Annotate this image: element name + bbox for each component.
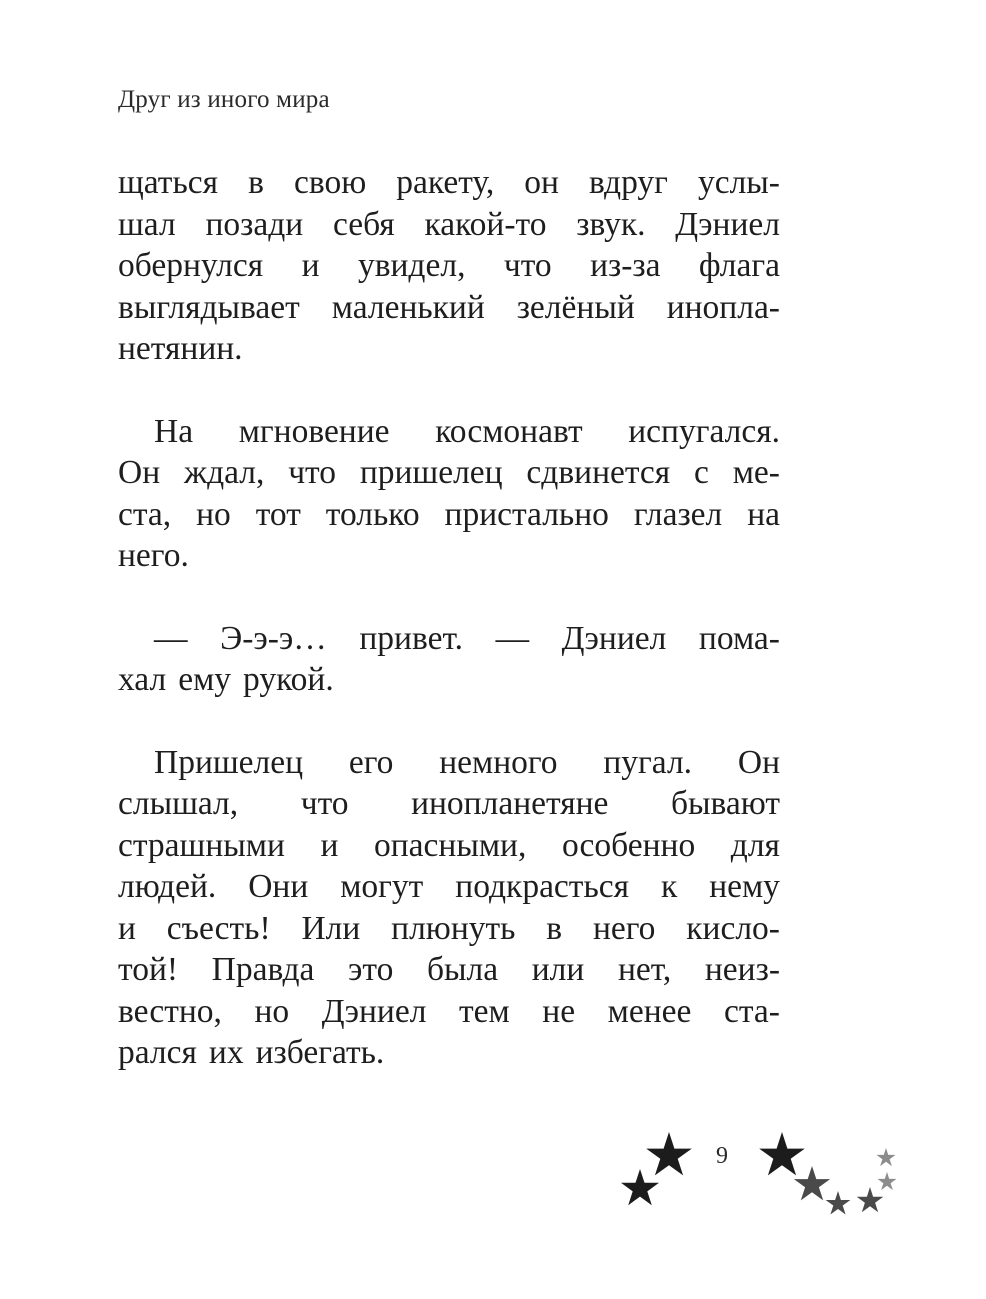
word: ждал,: [183, 454, 265, 491]
word: пома-: [698, 619, 780, 657]
word: на: [747, 495, 780, 533]
word: но: [254, 992, 290, 1030]
word: маленький: [331, 288, 485, 326]
word: и: [118, 909, 136, 947]
word: в: [248, 164, 264, 201]
word: и: [320, 826, 339, 864]
word: Дэниел: [675, 205, 780, 243]
word: опасными,: [374, 826, 527, 864]
word: ме-: [732, 454, 780, 491]
word: он: [524, 164, 559, 201]
word: глазел: [633, 495, 723, 533]
star-icon: [878, 1172, 897, 1190]
word: пугал.: [603, 743, 693, 781]
word: из-за: [590, 247, 661, 284]
word: только: [325, 495, 420, 533]
word: кисло-: [686, 909, 780, 947]
word: звук.: [576, 205, 646, 243]
word: что: [503, 247, 552, 284]
word: космонавт: [435, 412, 583, 450]
word: особенно: [561, 826, 696, 864]
word: что: [288, 454, 336, 491]
word: плюнуть: [391, 909, 516, 947]
word: страшными: [118, 826, 285, 864]
word: менее: [607, 992, 692, 1030]
word: мгновение: [238, 412, 390, 450]
word: испугался.: [628, 412, 780, 450]
word: рукой.: [243, 661, 334, 698]
word: их: [208, 1034, 244, 1071]
word: ему: [178, 661, 232, 698]
word: избегать.: [255, 1034, 385, 1071]
word: него.: [118, 537, 189, 574]
star-icon: [794, 1166, 830, 1200]
star-icon: [621, 1169, 659, 1205]
word: могут: [340, 868, 424, 905]
word: Правда: [211, 951, 315, 988]
word: какой-то: [424, 205, 547, 243]
word: —: [495, 619, 530, 657]
word: шал: [118, 205, 176, 243]
word: съесть!: [166, 909, 271, 947]
word: неиз-: [704, 951, 780, 988]
word: для: [730, 826, 780, 864]
word: флага: [698, 247, 780, 284]
word: Пришелец: [154, 743, 304, 781]
word: Дэниел: [561, 619, 667, 657]
word: к: [660, 868, 678, 905]
page-number: 9: [716, 1143, 728, 1169]
word: Они: [248, 868, 309, 905]
word: вдруг: [589, 164, 668, 201]
word: позади: [205, 205, 304, 243]
word: людей.: [118, 868, 217, 905]
word: тем: [458, 992, 510, 1030]
word: слышал,: [118, 785, 239, 822]
star-icon: [857, 1187, 884, 1212]
word: инопланетяне: [411, 785, 609, 822]
word: услы-: [697, 164, 780, 201]
word: была: [426, 951, 499, 988]
word: свою: [293, 164, 367, 201]
word: него: [592, 909, 656, 947]
star-icon: [877, 1148, 896, 1166]
word: зелёный: [516, 288, 635, 326]
word: подкрасться: [455, 868, 629, 905]
word: привет.: [359, 619, 463, 657]
word: Дэниел: [321, 992, 427, 1030]
word: вестно,: [118, 992, 222, 1030]
word: ракету,: [396, 164, 495, 201]
word: —: [154, 619, 188, 657]
star-icon: [646, 1132, 692, 1175]
word: или: [531, 951, 585, 988]
word: рался: [118, 1034, 197, 1071]
word: с: [694, 454, 709, 491]
word: Э-э-э…: [220, 619, 327, 657]
word: инопла-: [666, 288, 780, 326]
word: нему: [709, 868, 780, 905]
word: это: [348, 951, 394, 988]
word: тот: [255, 495, 301, 533]
word: что: [300, 785, 349, 822]
word: себя: [332, 205, 395, 243]
word: ста,: [118, 495, 172, 533]
word: но: [196, 495, 231, 533]
star-icon: [759, 1132, 805, 1175]
word: Он: [118, 454, 161, 491]
word: нет,: [617, 951, 672, 988]
word: Он: [737, 743, 780, 781]
word: немного: [439, 743, 558, 781]
word: и: [301, 247, 320, 284]
word: нетянин.: [118, 330, 243, 367]
word: увидел,: [357, 247, 466, 284]
word: в: [546, 909, 563, 947]
word: обернулся: [118, 247, 264, 284]
star-icon: [826, 1191, 851, 1215]
word: выглядывает: [118, 288, 300, 326]
word: пристально: [444, 495, 609, 533]
word: той!: [118, 951, 179, 988]
word: ста-: [723, 992, 780, 1030]
word: бывают: [670, 785, 780, 822]
word: Или: [301, 909, 361, 947]
word: его: [348, 743, 394, 781]
word: щаться: [118, 164, 218, 201]
word: не: [542, 992, 576, 1030]
running-header-title: Друг из иного мира: [118, 86, 330, 113]
word: сдвинется: [526, 454, 671, 491]
word: На: [154, 412, 194, 450]
word: пришелец: [359, 454, 503, 491]
word: хал: [118, 661, 167, 698]
